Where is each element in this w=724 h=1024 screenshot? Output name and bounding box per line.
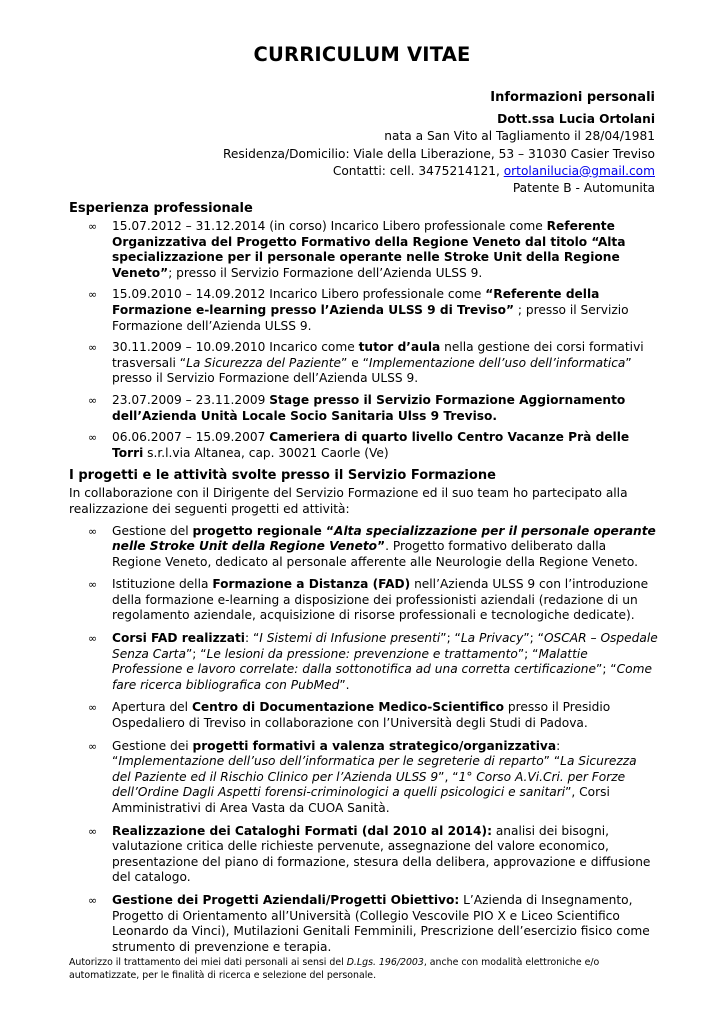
infinity-bullet-icon: ∞ bbox=[88, 739, 98, 753]
projects-heading: I progetti e le attività svolte presso il Servizio Formazione bbox=[69, 468, 496, 484]
project-text: ”; “ bbox=[523, 631, 544, 646]
course-title: La Sicurezza del Paziente ed il Rischio Clinico per l’Azienda ULSS 9 bbox=[112, 754, 637, 784]
projects-intro: In collaborazione con il Dirigente del Servizio Formazione ed il suo team ho partecipato alla realizzazione dei seguenti progetti ed attività: bbox=[69, 486, 628, 516]
project-text: Istituzione della bbox=[112, 577, 213, 592]
course-title: Implementazione dell’uso dell’informatica bbox=[368, 355, 626, 370]
experience-role: Stage presso il Servizio Formazione Aggiornamento dell’Azienda Unità Locale Socio Sanitaria Ulss 9 Treviso. bbox=[112, 392, 626, 423]
projects-section bbox=[69, 467, 659, 955]
residence-info: Residenza/Domicilio: Viale della Liberazione, 53 – 31030 Casier Treviso bbox=[223, 146, 655, 161]
experience-text: 06.06.2007 – 15.09.2007 bbox=[112, 430, 270, 445]
project-text: L’Azienda di Insegnamento, Progetto di Orientamento all’Università (Collegio Vescovile PIO X e Liceo Scientifico Leonardo da Vinci), Mutilazioni Genitali Femminili, Prescrizione dell’esercizio fisico come strumento di prevenzione e terapia. bbox=[112, 892, 650, 954]
experience-text: nella gestione dei corsi formativi trasversali “ bbox=[112, 340, 644, 370]
project-text: ”; “ bbox=[440, 631, 461, 646]
experience-text: 30.11.2009 – 10.09.2010 Incarico come bbox=[112, 340, 359, 355]
project-highlight: Centro di Documentazione Medico-Scientifico bbox=[191, 700, 505, 715]
course-title: 1° Corso A.Vi.Cri. per Forze dell’Ordine Dagli Aspetti forensi-criminologici a quelli psicologici e sanitari bbox=[112, 769, 626, 800]
project-item bbox=[69, 700, 659, 731]
infinity-bullet-icon: ∞ bbox=[88, 341, 98, 355]
project-highlight: Corsi FAD realizzati bbox=[112, 631, 245, 646]
project-text: Apertura del bbox=[112, 700, 192, 715]
course-title: Implementazione dell’uso dell’informatica per le segreterie di reparto bbox=[118, 754, 544, 769]
experience-role: “Referente della Formazione e-learning presso l’Azienda ULSS 9 di Treviso” bbox=[112, 287, 600, 317]
infinity-bullet-icon: ∞ bbox=[88, 578, 98, 592]
project-text: ”, Corsi Amministrativi di Area Vasta da CUOA Sanità. bbox=[112, 785, 610, 815]
infinity-bullet-icon: ∞ bbox=[88, 524, 98, 538]
project-text: analisi dei bisogni, valutazione critica delle richieste pervenute, assegnazione del valore economico, presentazione del piano di formazione, stesura della delibera, approvazione e diffusione del catalogo. bbox=[112, 823, 651, 885]
experience-item bbox=[69, 340, 659, 387]
project-highlight: Realizzazione dei Cataloghi Formati (dal 2010 al 2014): bbox=[112, 823, 492, 838]
email-link[interactable]: ortolanilucia@gmail.com bbox=[503, 163, 655, 178]
project-item bbox=[69, 893, 659, 955]
course-title: OSCAR – Ospedale Senza Carta bbox=[112, 631, 658, 661]
experience-text: ; presso il Servizio Formazione dell’Azienda ULSS 9. bbox=[168, 265, 483, 280]
project-highlight: progetti formativi a valenza strategico/organizzativa bbox=[192, 738, 557, 753]
project-text: ”; “ bbox=[517, 646, 539, 661]
project-text: ”; “ bbox=[185, 646, 207, 661]
experience-heading: Esperienza professionale bbox=[69, 201, 253, 216]
license-info: Patente B - Automunita bbox=[512, 181, 655, 196]
experience-text: ” presso il Servizio Formazione dell’Azienda ULSS 9. bbox=[112, 355, 632, 386]
project-text: . Progetto formativo deliberato dalla Regione Veneto, dedicato al personale afferente alle Neurologie della Regione Veneto. bbox=[112, 539, 638, 569]
personal-info bbox=[223, 89, 655, 197]
projects-list bbox=[69, 524, 659, 956]
project-text: : “ bbox=[112, 738, 561, 769]
experience-list bbox=[69, 219, 659, 461]
course-title: La Sicurezza del Paziente bbox=[186, 355, 342, 370]
experience-text: s.r.l.via Altanea, cap. 30021 Caorle (Ve) bbox=[143, 445, 389, 460]
project-title: Alta specializzazione per il personale operante nelle Stroke Unit della Regione Veneto bbox=[112, 523, 656, 554]
experience-role: Referente Organizzativa del Progetto Formativo della Regione Veneto dal titolo “Alta specializzazione per il personale operante nelle Stroke Unit della Regione Veneto” bbox=[112, 219, 626, 280]
project-text: Gestione del bbox=[112, 523, 193, 538]
experience-role: tutor d’aula bbox=[358, 340, 441, 355]
experience-text: ; presso il Servizio Formazione dell’Azienda ULSS 9. bbox=[112, 302, 629, 333]
project-highlight: Formazione a Distanza (FAD) bbox=[212, 577, 411, 592]
experience-item bbox=[69, 287, 659, 334]
experience-text: ” e “ bbox=[341, 355, 369, 370]
contacts-info bbox=[223, 163, 655, 180]
experience-item bbox=[69, 219, 659, 281]
project-text: ” “ bbox=[543, 754, 561, 769]
footer-law: D.Lgs. 196/2003 bbox=[346, 957, 424, 968]
main-content bbox=[69, 200, 659, 962]
course-title: Malattie Professione e lavoro correlate: dalla sottonotifica ad una corretta certificazione bbox=[112, 646, 596, 677]
contacts-prefix: Contatti: cell. 3475214121, bbox=[332, 163, 504, 178]
infinity-bullet-icon: ∞ bbox=[88, 288, 98, 302]
experience-item bbox=[69, 430, 659, 461]
infinity-bullet-icon: ∞ bbox=[88, 701, 98, 715]
infinity-bullet-icon: ∞ bbox=[88, 393, 98, 407]
course-title: I Sistemi di Infusione presenti bbox=[259, 631, 441, 646]
project-text: : “ bbox=[245, 631, 260, 646]
privacy-footer bbox=[69, 957, 669, 983]
experience-text: 15.07.2012 – 31.12.2014 (in corso) Incarico Libero professionale come bbox=[112, 219, 547, 233]
experience-role: Cameriera di quarto livello Centro Vacanze Prà delle Torri bbox=[112, 430, 630, 460]
project-text: Gestione dei bbox=[112, 738, 193, 753]
course-title: La Privacy bbox=[460, 631, 524, 646]
infinity-bullet-icon: ∞ bbox=[88, 220, 98, 233]
experience-text: 23.07.2009 – 23.11.2009 bbox=[112, 392, 270, 407]
footer-text: Autorizzo il trattamento dei miei dati personali ai sensi del bbox=[69, 957, 347, 968]
project-item bbox=[69, 577, 659, 624]
project-highlight: progetto regionale “ bbox=[192, 523, 335, 538]
experience-item bbox=[69, 393, 659, 424]
course-title: Le lesioni da pressione: prevenzione e trattamento bbox=[206, 646, 518, 661]
birth-info: nata a San Vito al Tagliamento il 28/04/1981 bbox=[384, 129, 655, 144]
project-text: presso il Presidio Ospedaliero di Treviso in collaborazione con l’Università degli Studi di Padova. bbox=[112, 700, 611, 731]
project-text: nell’Azienda ULSS 9 con l’introduzione della formazione e-learning a disposizione dei professionisti aziendali (redazione di un regolamento aziendale, acquisizione di risorse professionali e tecnologiche dedicate). bbox=[112, 577, 649, 623]
project-highlight: Gestione dei Progetti Aziendali/Progetti Obiettivo: bbox=[112, 892, 460, 907]
project-highlight: ” bbox=[377, 539, 386, 554]
course-title: Come fare ricerca bibliografica con PubMed bbox=[112, 662, 652, 692]
project-item bbox=[69, 631, 659, 693]
infinity-bullet-icon: ∞ bbox=[88, 431, 98, 445]
experience-text: 15.09.2010 – 14.09.2012 Incarico Libero professionale come bbox=[112, 287, 486, 302]
project-item bbox=[69, 739, 659, 817]
personal-info-heading: Informazioni personali bbox=[490, 90, 655, 105]
project-text: ”. bbox=[339, 677, 350, 692]
experience-section bbox=[69, 200, 659, 461]
project-text: ”, “ bbox=[438, 769, 459, 784]
infinity-bullet-icon: ∞ bbox=[88, 824, 98, 838]
person-name: Dott.ssa Lucia Ortolani bbox=[497, 112, 655, 127]
project-text: ”; “ bbox=[596, 662, 617, 677]
project-item bbox=[69, 524, 659, 571]
footer-text: , anche con modalità elettroniche e/o automatizzate, per le finalità di ricerca e selezione del personale. bbox=[69, 957, 600, 981]
infinity-bullet-icon: ∞ bbox=[88, 632, 98, 646]
project-item bbox=[69, 824, 659, 886]
document-title: CURRICULUM VITAE bbox=[253, 43, 471, 66]
infinity-bullet-icon: ∞ bbox=[88, 893, 98, 907]
